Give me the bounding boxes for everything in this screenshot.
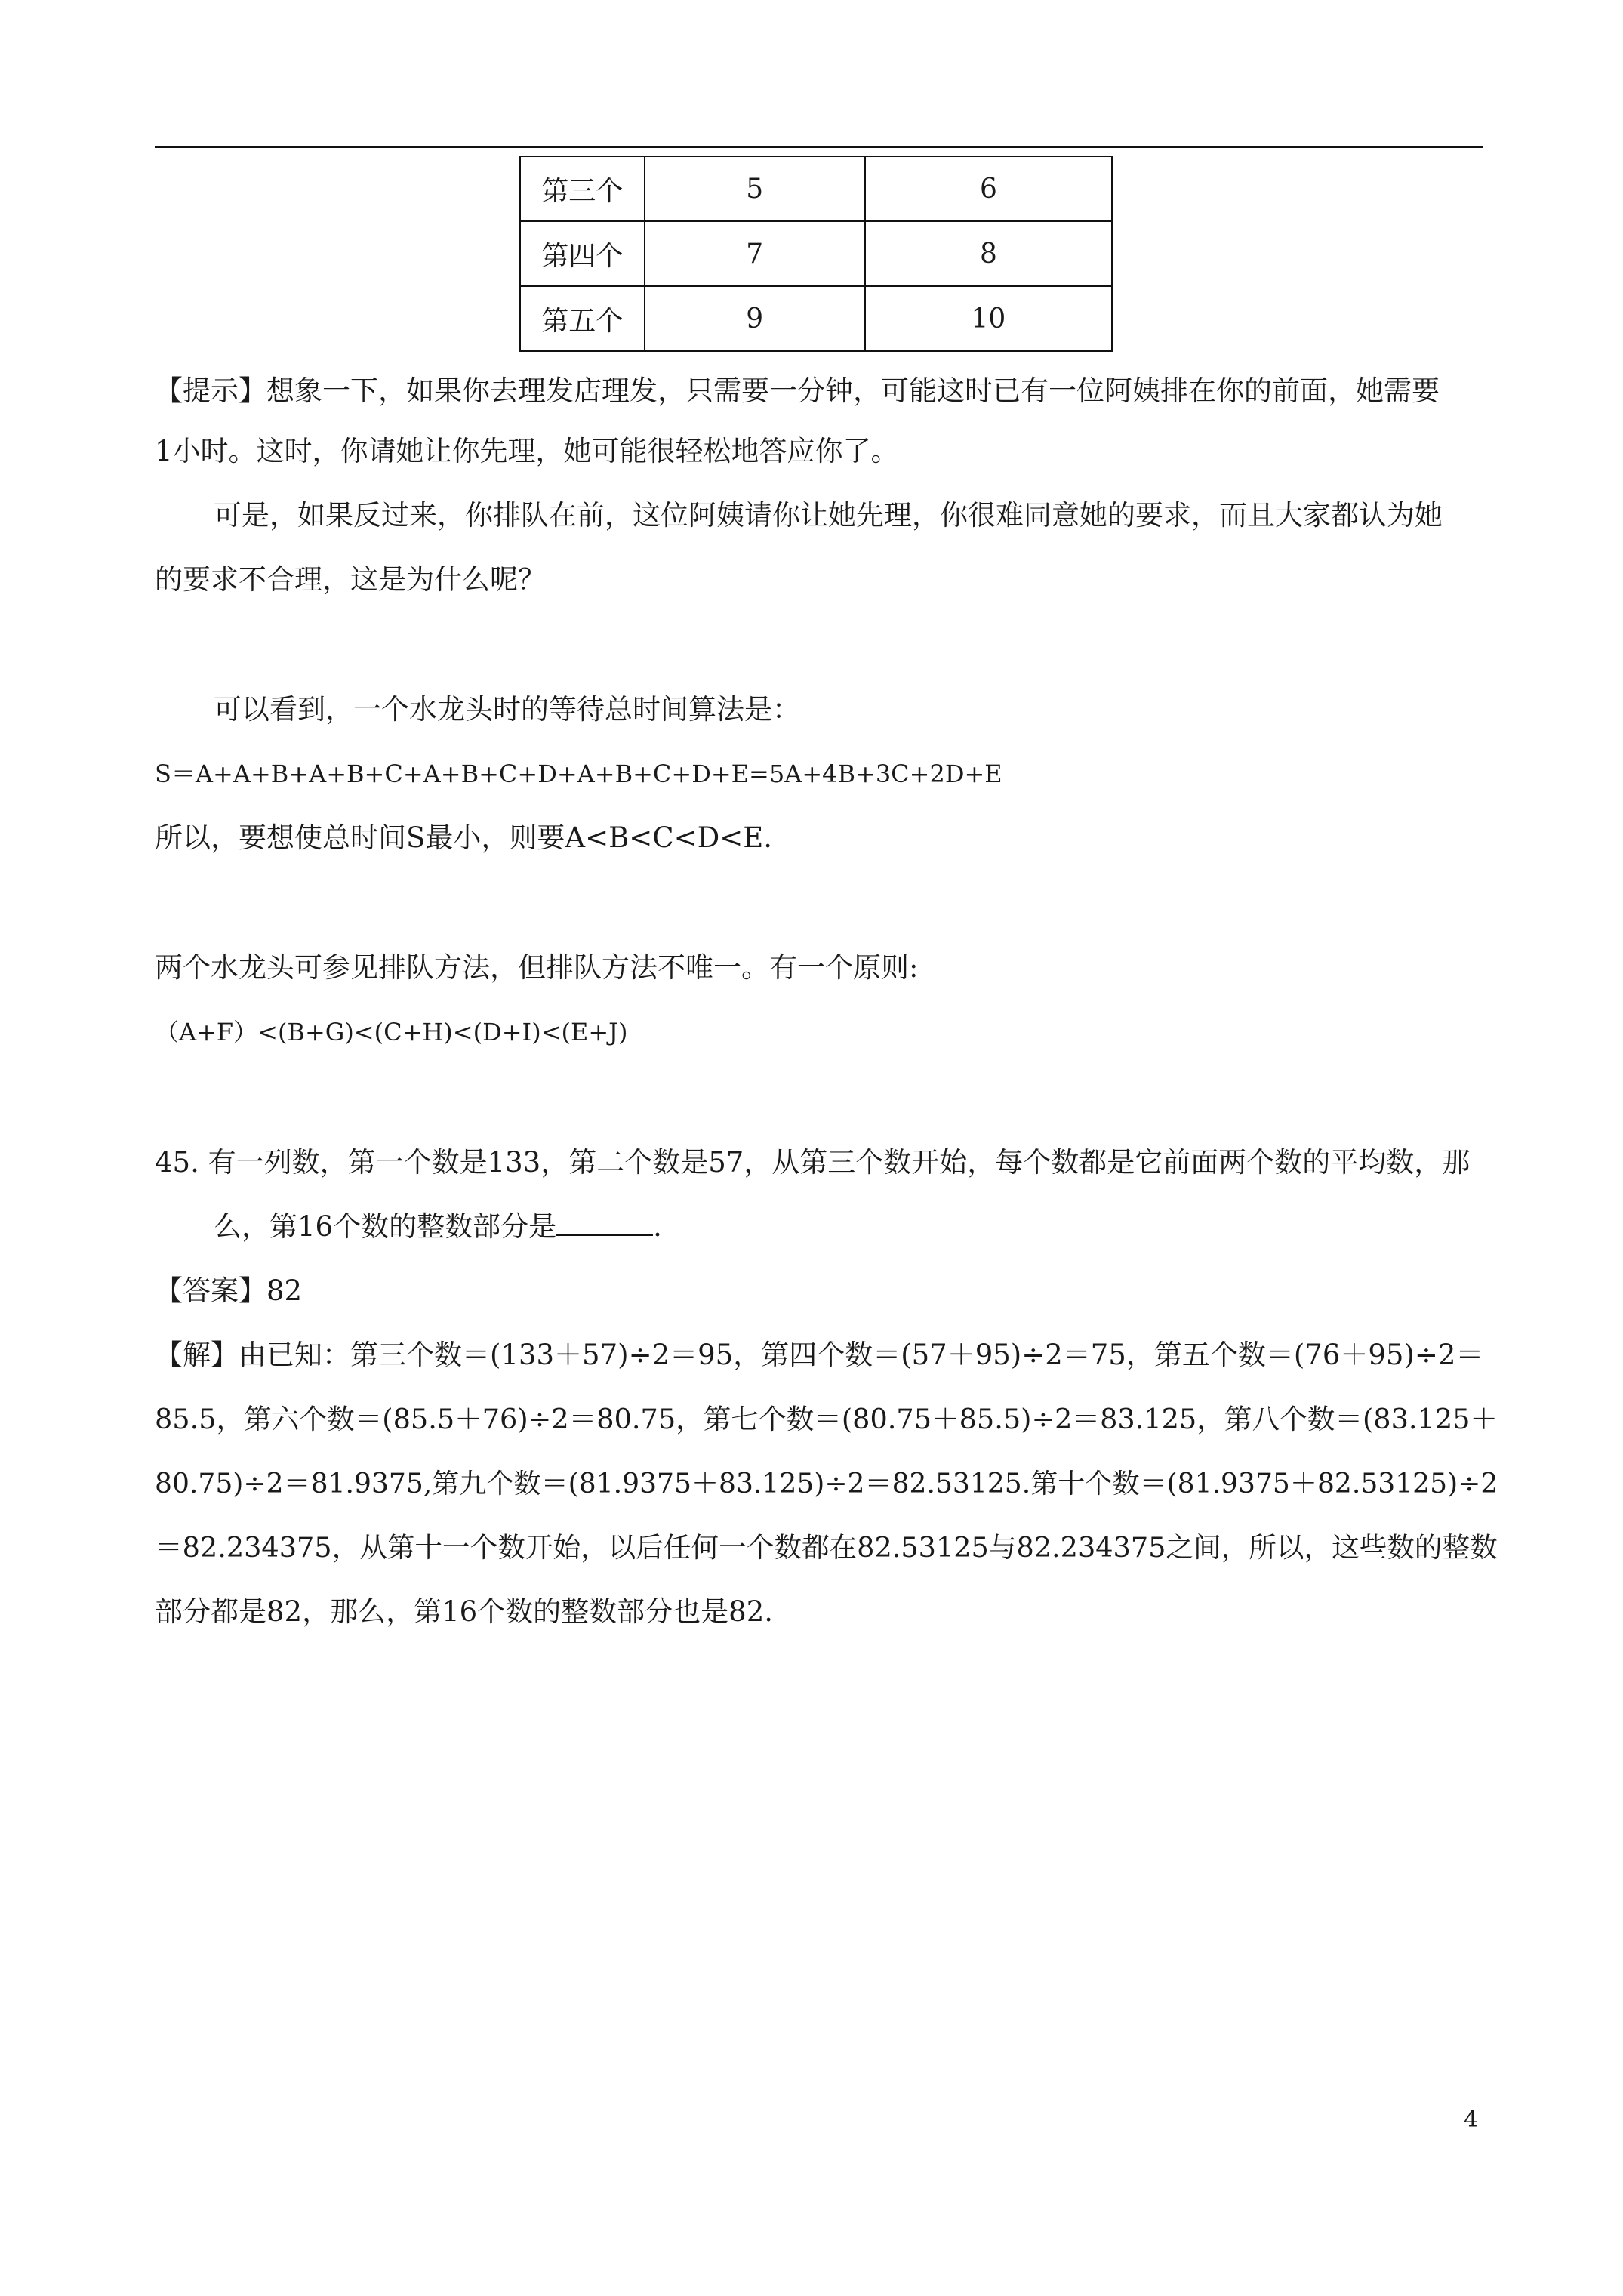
explanation-line-1: 可以看到，一个水龙头时的等待总时间算法是： <box>214 693 800 726</box>
problem-45-line-1: 45. 有一列数，第一个数是133，第二个数是57，从第三个数开始，每个数都是它前面两个数的平均数，那 <box>155 1146 1471 1179</box>
hint-line-3: 可是，如果反过来，你排队在前，这位阿姨请你让她先理，你很难同意她的要求，而且大家都认为她 <box>214 499 1443 532</box>
page-number: 4 <box>1464 2106 1479 2133</box>
solution-line-1: 【解】由已知：第三个数＝(133＋57)÷2＝95，第四个数＝(57＋95)÷2＝75，第五个数＝(76＋95)÷2＝ <box>155 1339 1484 1371</box>
table-cell-label: 第五个 <box>520 286 645 351</box>
problem-45-line-2-text: 么，第16个数的整数部分是 <box>214 1210 557 1243</box>
solution-line-2: 85.5，第六个数＝(85.5＋76)÷2＝80.75，第七个数＝(80.75＋85.5)÷2＝83.125，第八个数＝(83.125＋ <box>155 1403 1498 1435</box>
explanation-line-3: 所以，要想使总时间S最小，则要A<B<C<D<E. <box>155 821 773 854</box>
solution-line-3: 80.75)÷2＝81.9375,第九个数＝(81.9375＋83.125)÷2＝82.53125.第十个数＝(81.9375＋82.53125)÷2 <box>155 1468 1498 1499</box>
table-cell-value: 7 <box>645 221 865 286</box>
answer-line: 【答案】82 <box>155 1274 303 1307</box>
hint-line-1: 【提示】想象一下，如果你去理发店理发，只需要一分钟，可能这时已有一位阿姨排在你的前面，她需要 <box>155 374 1440 407</box>
table-cell-value: 9 <box>645 286 865 351</box>
table-cell-value: 5 <box>645 156 865 221</box>
problem-45-line-2-end: . <box>653 1210 662 1243</box>
table-row <box>520 221 1112 286</box>
hint-line-4: 的要求不合理，这是为什么呢？ <box>155 563 546 596</box>
data-table <box>519 156 1113 352</box>
table-row <box>520 156 1112 221</box>
problem-45-line-2 <box>214 1208 662 1246</box>
table-cell-value: 10 <box>865 286 1112 351</box>
table-cell-value: 8 <box>865 221 1112 286</box>
table-cell-label: 第四个 <box>520 221 645 286</box>
hint-line-2: 1小时。这时，你请她让你先理，她可能很轻松地答应你了。 <box>155 435 899 467</box>
header-rule <box>155 146 1483 148</box>
table-cell-label: 第三个 <box>520 156 645 221</box>
explanation-line-4: 两个水龙头可参见排队方法，但排队方法不唯一。有一个原则: <box>155 951 919 984</box>
inequality-line: （A+F）<(B+G)<(C+H)<(D+I)<(E+J) <box>155 1018 628 1046</box>
formula-line: S＝A+A+B+A+B+C+A+B+C+D+A+B+C+D+E=5A+4B+3C+2D+E <box>155 760 1002 788</box>
table-row <box>520 286 1112 351</box>
solution-line-4: ＝82.234375，从第十一个数开始，以后任何一个数都在82.53125与82.234375之间，所以，这些数的整数 <box>155 1531 1498 1564</box>
answer-blank <box>556 1210 653 1236</box>
solution-line-5: 部分都是82，那么，第16个数的整数部分也是82. <box>155 1595 774 1628</box>
table-cell-value: 6 <box>865 156 1112 221</box>
